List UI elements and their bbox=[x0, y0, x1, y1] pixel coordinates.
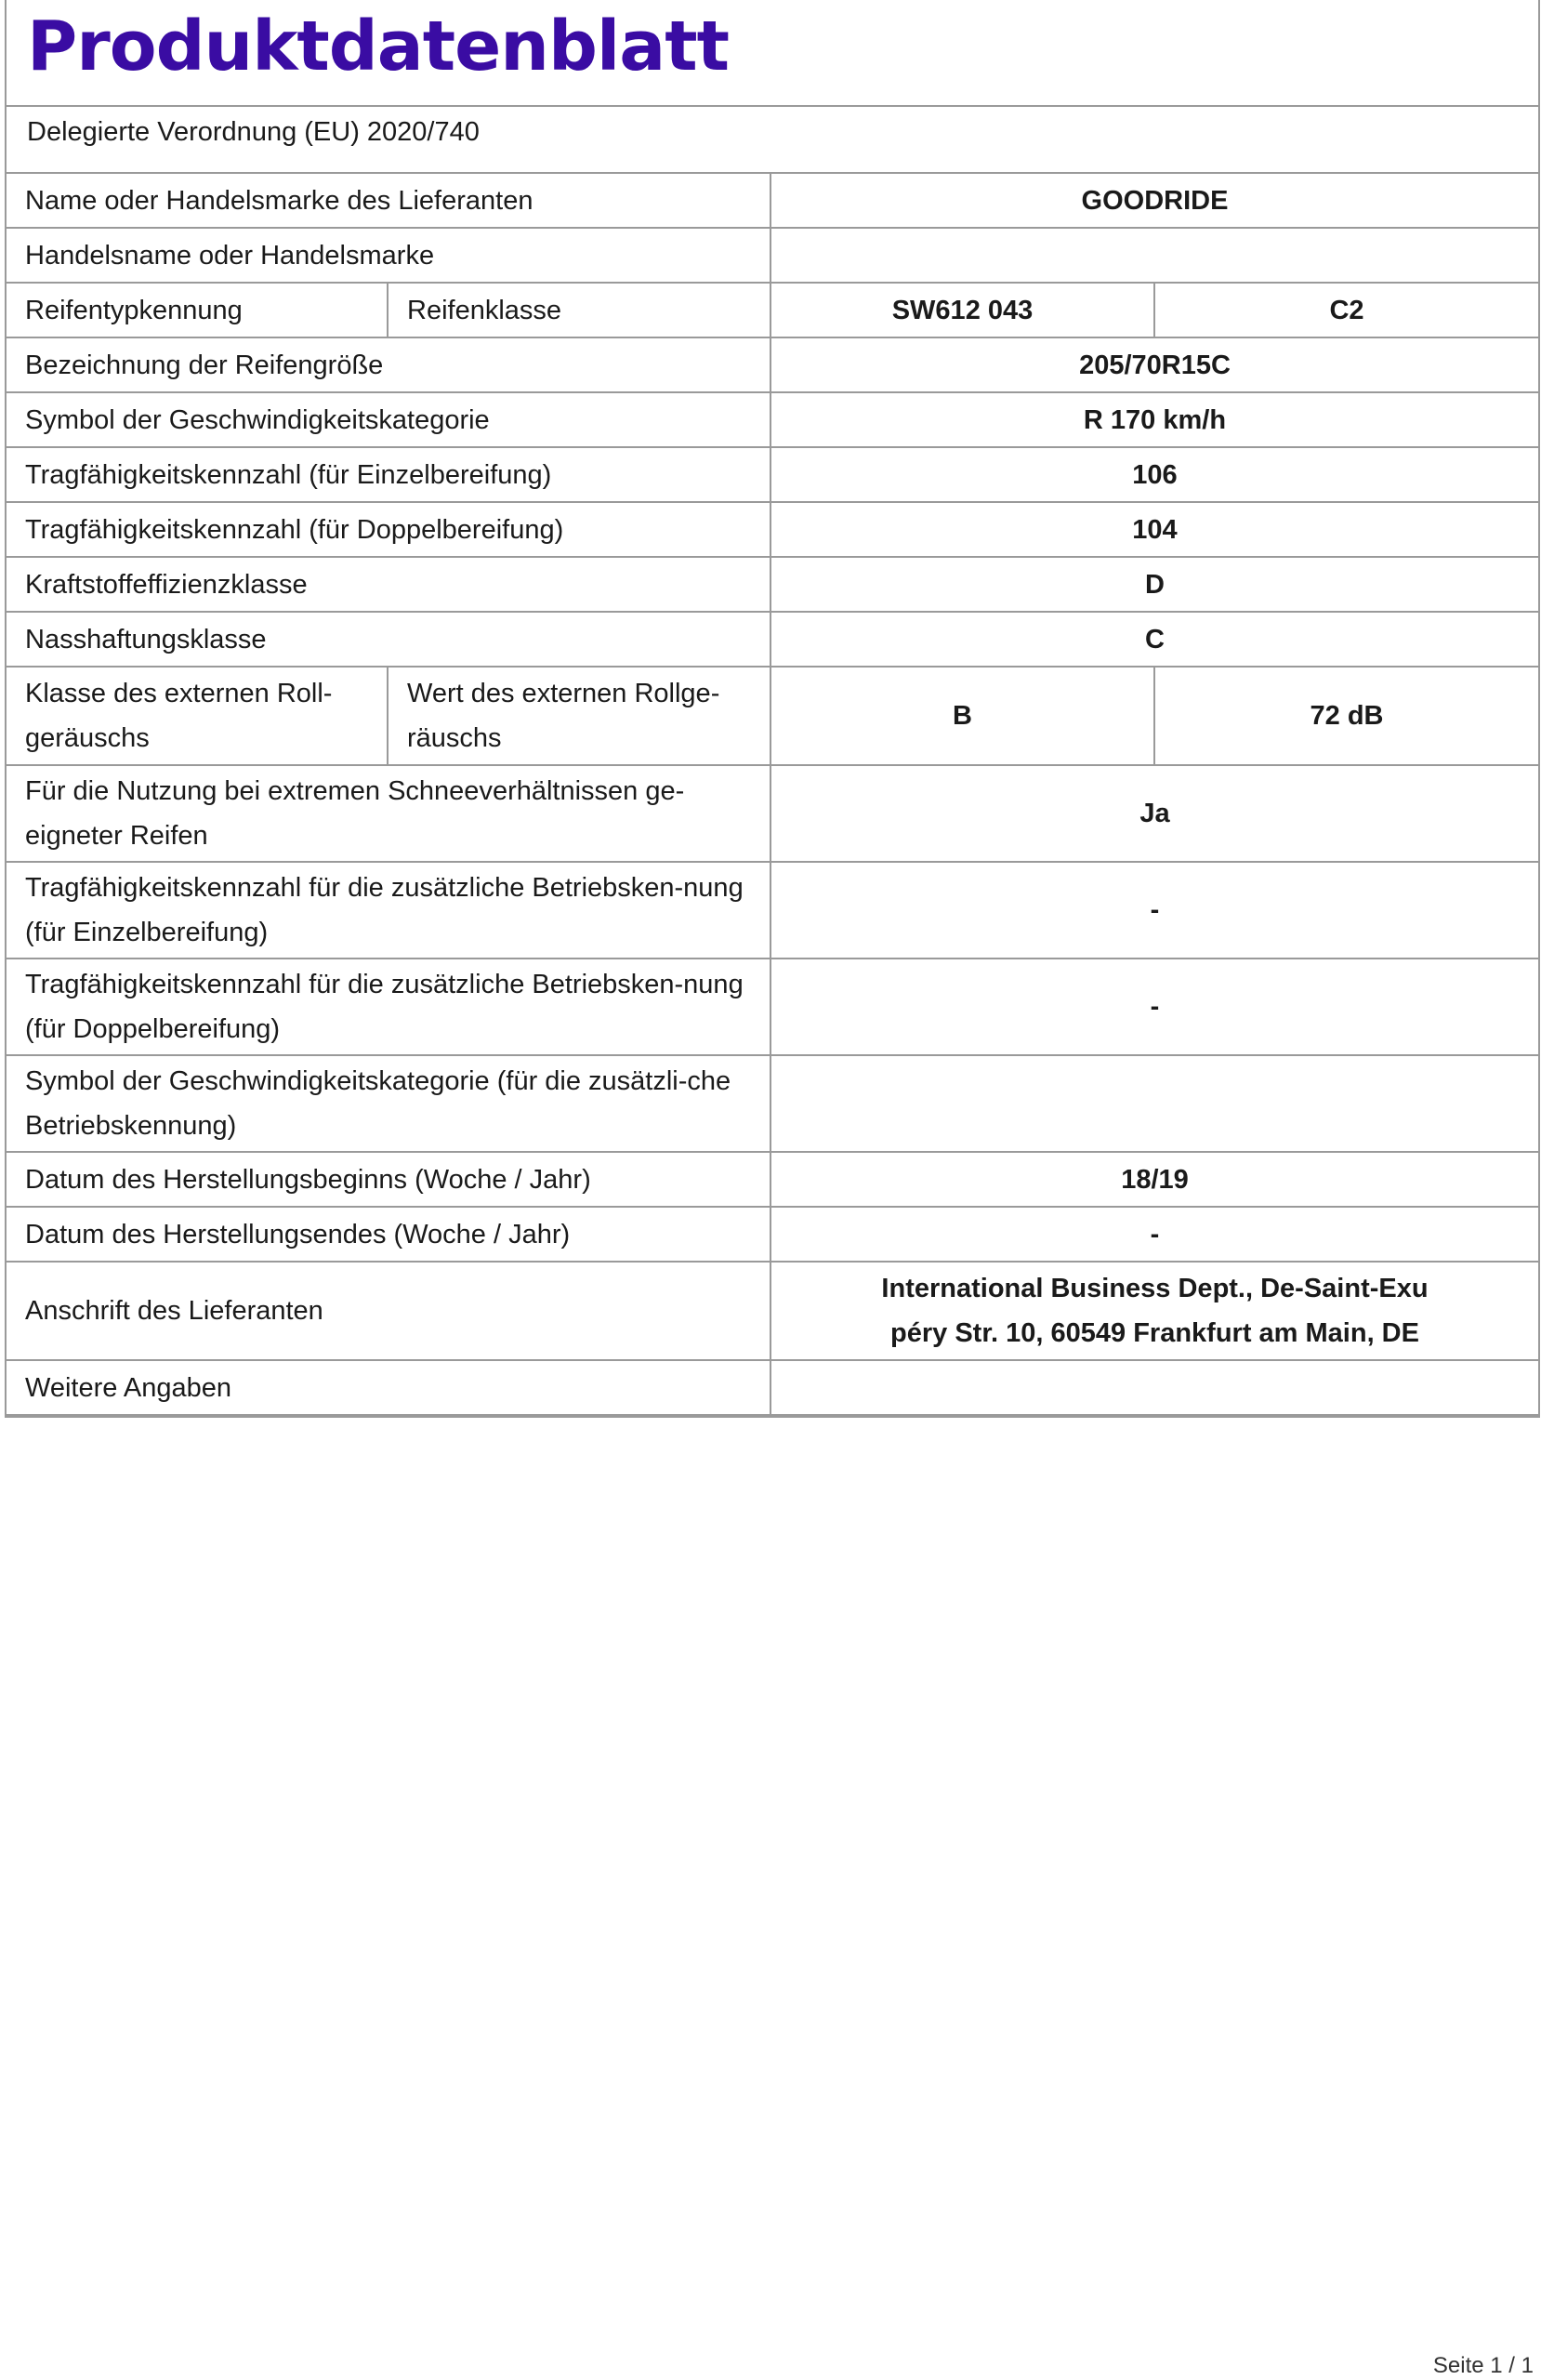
load-dual-label: Tragfähigkeitskennzahl (für Doppelbereifung) bbox=[7, 502, 770, 557]
table-row bbox=[7, 392, 1538, 447]
noise-class-value: B bbox=[770, 667, 1154, 765]
address-line: International Business Dept., De-Saint-Exu bbox=[881, 1274, 1429, 1303]
noise-value-value: 72 dB bbox=[1154, 667, 1538, 765]
snow-value: Ja bbox=[770, 765, 1538, 862]
production-end-label: Datum des Herstellungsendes (Woche / Jahr) bbox=[7, 1207, 770, 1262]
tyre-class-value: C2 bbox=[1154, 283, 1538, 337]
extra-speed-value bbox=[770, 1055, 1538, 1152]
table-row bbox=[7, 1055, 1538, 1152]
wet-grip-label: Nasshaftungsklasse bbox=[7, 612, 770, 667]
table-row bbox=[7, 959, 1538, 1055]
supplier-name-value: GOODRIDE bbox=[770, 174, 1538, 228]
speed-value: R 170 km/h bbox=[770, 392, 1538, 447]
noise-value-label: Wert des externen Rollge-räuschs bbox=[388, 667, 770, 765]
data-table bbox=[7, 174, 1538, 1416]
table-row bbox=[7, 1152, 1538, 1207]
load-single-value: 106 bbox=[770, 447, 1538, 502]
production-start-value: 18/19 bbox=[770, 1152, 1538, 1207]
supplier-name-label: Name oder Handelsmarke des Lieferanten bbox=[7, 174, 770, 228]
load-dual-value: 104 bbox=[770, 502, 1538, 557]
table-row bbox=[7, 447, 1538, 502]
more-info-label: Weitere Angaben bbox=[7, 1360, 770, 1415]
load-single-label: Tragfähigkeitskennzahl (für Einzelbereifung) bbox=[7, 447, 770, 502]
trade-name-label: Handelsname oder Handelsmarke bbox=[7, 228, 770, 283]
product-data-sheet bbox=[5, 0, 1540, 1418]
fuel-efficiency-label: Kraftstoffeffizienzklasse bbox=[7, 557, 770, 612]
table-row bbox=[7, 1262, 1538, 1360]
tyre-class-label: Reifenklasse bbox=[388, 283, 770, 337]
extra-load-dual-value: - bbox=[770, 959, 1538, 1055]
more-info-value bbox=[770, 1360, 1538, 1415]
table-row bbox=[7, 667, 1538, 765]
snow-label: Für die Nutzung bei extremen Schneeverhältnissen ge-eigneter Reifen bbox=[7, 765, 770, 862]
page-title: Produktdatenblatt bbox=[27, 7, 729, 86]
trade-name-value bbox=[770, 228, 1538, 283]
extra-load-dual-label: Tragfähigkeitskennzahl für die zusätzliche Betriebsken-nung (für Doppelbereifung) bbox=[7, 959, 770, 1055]
table-row bbox=[7, 862, 1538, 959]
speed-label: Symbol der Geschwindigkeitskategorie bbox=[7, 392, 770, 447]
supplier-address-value bbox=[770, 1262, 1538, 1360]
table-row bbox=[7, 502, 1538, 557]
table-row bbox=[7, 228, 1538, 283]
production-end-value: - bbox=[770, 1207, 1538, 1262]
wet-grip-value: C bbox=[770, 612, 1538, 667]
extra-load-single-label: Tragfähigkeitskennzahl für die zusätzliche Betriebsken-nung (für Einzelbereifung) bbox=[7, 862, 770, 959]
table-row bbox=[7, 765, 1538, 862]
table-row bbox=[7, 337, 1538, 392]
size-value: 205/70R15C bbox=[770, 337, 1538, 392]
noise-class-label: Klasse des externen Roll-geräuschs bbox=[7, 667, 388, 765]
fuel-efficiency-value: D bbox=[770, 557, 1538, 612]
table-row bbox=[7, 283, 1538, 337]
extra-speed-label: Symbol der Geschwindigkeitskategorie (für die zusätzli-che Betriebskennung) bbox=[7, 1055, 770, 1152]
type-id-value: SW612 043 bbox=[770, 283, 1154, 337]
address-line: péry Str. 10, 60549 Frankfurt am Main, DE bbox=[890, 1318, 1419, 1348]
table-row bbox=[7, 174, 1538, 228]
table-row bbox=[7, 557, 1538, 612]
type-id-label: Reifentypkennung bbox=[7, 283, 388, 337]
extra-load-single-value: - bbox=[770, 862, 1538, 959]
table-row bbox=[7, 612, 1538, 667]
production-start-label: Datum des Herstellungsbeginns (Woche / Jahr) bbox=[7, 1152, 770, 1207]
size-label: Bezeichnung der Reifengröße bbox=[7, 337, 770, 392]
title-row bbox=[7, 0, 1538, 107]
table-row bbox=[7, 1207, 1538, 1262]
regulation-subtitle: Delegierte Verordnung (EU) 2020/740 bbox=[27, 117, 480, 147]
page-number: Seite 1 / 1 bbox=[1432, 2353, 1534, 2378]
supplier-address-label: Anschrift des Lieferanten bbox=[7, 1262, 770, 1360]
table-row bbox=[7, 1360, 1538, 1415]
